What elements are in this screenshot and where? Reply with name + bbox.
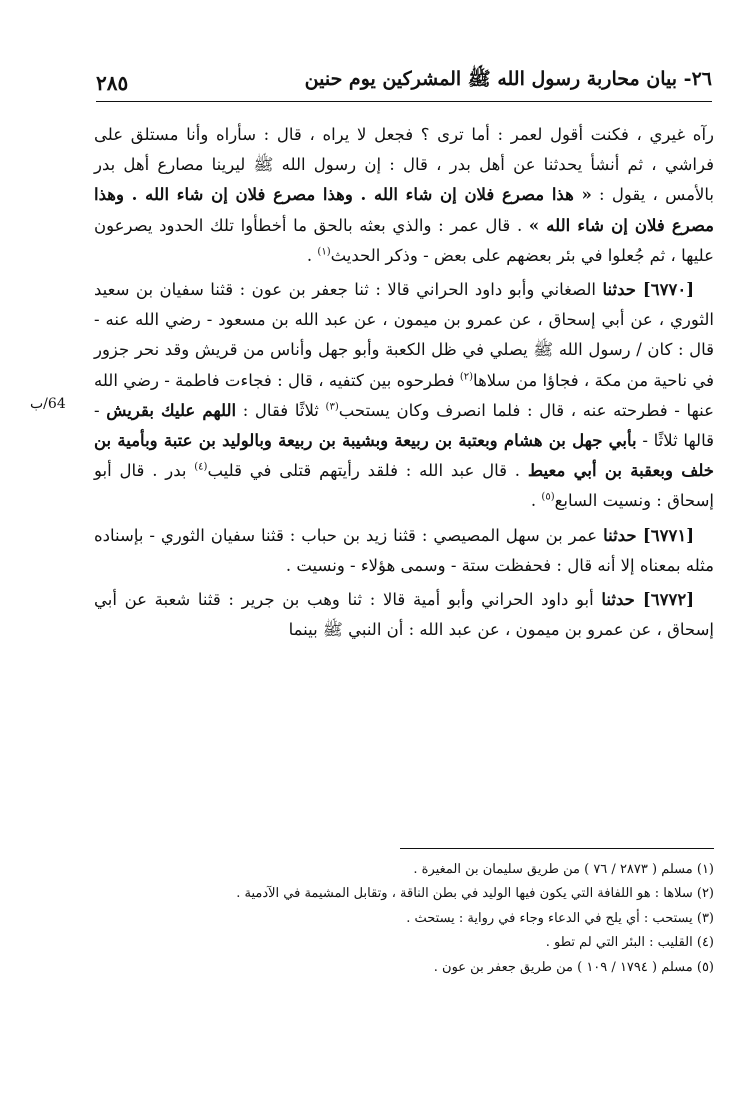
footnote-5: (٥) مسلم ( ١٧٩٤ / ١٠٩ ) من طريق جعفر بن عون .	[433, 959, 714, 975]
footnotes	[94, 858, 714, 980]
footnote-4: (٤) القليب : البئر التي لم تطو .	[545, 935, 714, 951]
bold-text-run: اللهم عليك بقريش	[106, 400, 237, 420]
bold-text-run: « هذا مصرع فلان إن شاء الله . وهذا مصرع فلان إن شاء الله . وهذا مصرع فلان إن شاء الله »	[94, 185, 714, 235]
text-run: أبو داود الحراني وأبو أمية قالا : ثنا وهب بن جرير : قثنا شعبة عن أبي إسحاق ، عن عمرو بن ميمون ، عن عبد الله : أن النبي ﷺ بينما	[94, 590, 714, 640]
text-run: الصغاني وأبو داود الحراني قالا : ثنا جعفر بن عون : قثنا سفيان بن سعيد الثوري ، عن أبي إسحاق ، عن عمرو بن ميمون ، عن عبد الله بن مسعود - رضي الله عنه - قال : كان / رسول الله ﷺ يصلي في ظل الكعبة وأبو جهل وأناس من قريش وقد نحر جزور في ناحية من مكة ، فجاؤا من سلاها	[94, 280, 715, 390]
bold-text-run: [٦٧٧٢] حدثنا	[601, 590, 695, 610]
hadith-paragraph-6771	[94, 521, 714, 581]
footnote-1: (١) مسلم ( ٢٨٧٣ / ٧٦ ) من طريق سليمان بن المغيرة .	[413, 862, 714, 877]
footnote-reference: (٥)	[541, 491, 555, 503]
manuscript-folio-note: 64/ب	[30, 396, 66, 412]
text-run: رآه غيري ، فكنت أقول لعمر : أما ترى ؟ فجعل لا يراه ، قال : سأراه وأنا مستلق على فراشي ، ثم أنشأ يحدثنا عن أهل بدر ، قال : إن رسول الله ﷺ ليرينا مصارع أهل بدر بالأمس ، يقول :	[94, 125, 714, 205]
bold-text-run: بأبي جهل بن هشام وبعتبة بن ربيعة وبشيبة بن ربيعة وبالوليد بن عتبة وبأمية بن خلف وبعقبة بن أبي معيط	[94, 431, 714, 481]
text-run: - قالها ثلاثًا -	[94, 400, 715, 451]
footnote-reference: (١)	[317, 246, 331, 258]
text-run: ثلاثًا فقال :	[236, 400, 326, 420]
footnote-reference: (٤)	[194, 461, 208, 473]
text-run: .	[306, 245, 318, 265]
footnote-3: (٣) يستحب : أي يلح في الدعاء وجاء في رواية : يستحث .	[406, 910, 714, 926]
text-run: عمر بن سهل المصيصي : قثنا زيد بن حباب : قثنا سفيان الثوري - بإسناده مثله بمعناه إلا أنه قال : فحفظت ستة - وسمى هؤلاء - ونسيت .	[94, 525, 714, 575]
hadith-paragraph-6770	[94, 275, 714, 517]
paragraph	[94, 120, 714, 271]
chapter-title: ٢٦- بيان محاربة رسول الله ﷺ المشركين يوم حنين	[304, 68, 712, 90]
text-run: فطرحوه بين كتفيه ، قال : فجاءت فاطمة - رضي الله عنها - فطرحته عنه ، قال : فلما انصرف وكان يستحب	[94, 370, 714, 420]
bold-text-run: [٦٧٧١] حدثنا	[603, 525, 695, 545]
running-header	[96, 56, 712, 102]
text-run: . قال عمر : والذي بعثه بالحق ما أخطأوا تلك الحدود يصرعون عليها ، ثم جُعلوا في بئر بعضهم على بعض - وذكر الحديث	[94, 215, 714, 265]
main-text	[94, 120, 714, 649]
text-run: .	[530, 491, 542, 511]
footnote-reference: (٣)	[325, 401, 339, 413]
footnote-reference: (٢)	[459, 371, 474, 383]
footnote-2: (٢) سلاها : هو اللفافة التي يكون فيها الوليد في بطن الناقة ، وتقابل المشيمة في الآدمية .	[236, 886, 714, 902]
text-run: . قال عبد الله : فلقد رأيتهم قتلى في قليب	[207, 461, 528, 481]
page-number: ٢٨٥	[96, 71, 129, 95]
hadith-paragraph-6772	[94, 585, 714, 645]
footnote-divider	[400, 848, 714, 849]
text-run: بدر . قال أبو إسحاق : ونسيت السابع	[94, 461, 714, 511]
bold-text-run: [٦٧٧٠] حدثنا	[602, 280, 694, 300]
